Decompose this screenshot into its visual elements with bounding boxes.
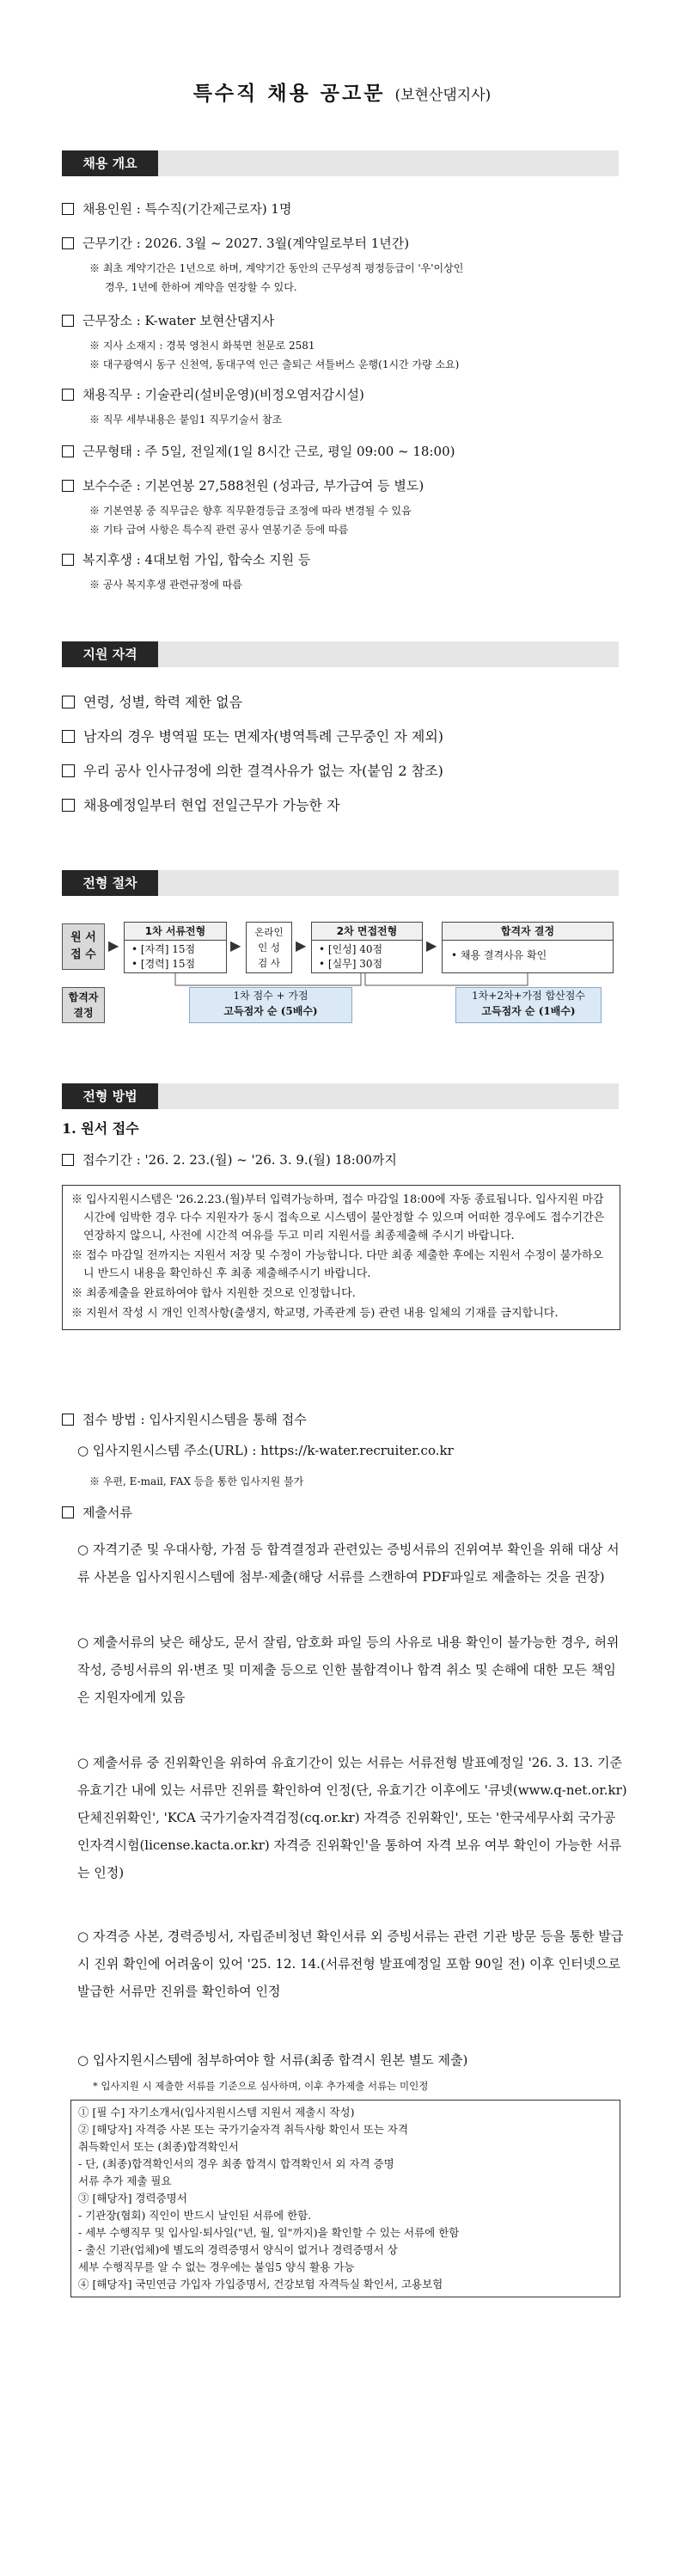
- notice-line: ※ 지원서 작성 시 개인 인적사항(출생지, 학교명, 가족관계 등) 관련 내용 일체의 기재를 금지합니다.: [71, 1307, 559, 1320]
- circle-bullet-icon: ○: [77, 1929, 89, 1944]
- qualification-text: 남자의 경우 병역필 또는 면제자(병역특례 근무중인 자 제외): [83, 728, 444, 745]
- checkbox-icon: [62, 445, 74, 457]
- docs-heading: [62, 1503, 629, 1522]
- process-stage2-box: [311, 922, 423, 973]
- process-stage2-line: • [인성] 40점: [319, 943, 383, 955]
- arrow-right-icon: ▶: [296, 937, 307, 954]
- process-stage1-line: • [자격] 15점: [131, 943, 196, 955]
- checkbox-icon: [62, 730, 75, 743]
- checkbox-icon: [62, 315, 74, 327]
- process-rule1-line: 1차 점수 + 가점: [233, 990, 308, 1002]
- overview-pay: [62, 476, 629, 495]
- process-rule1-line: 고득점자 순 (5배수): [223, 1005, 318, 1017]
- qualification-item: [62, 727, 443, 746]
- arrow-right-icon: ▶: [230, 937, 241, 954]
- circle-bullet-icon: ○: [77, 2052, 89, 2068]
- circle-bullet-icon: ○: [77, 1755, 89, 1770]
- note-pay-2: ※ 기타 급여 사항은 특수직 관련 공사 연봉기준 등에 따름: [89, 524, 349, 536]
- process-final-title: 합격자 결정: [443, 923, 613, 941]
- section-label-process: 전형 절차: [62, 870, 158, 896]
- required-doc-line: 취득확인서 또는 (최종)합격확인서: [78, 2140, 239, 2153]
- qualification-item: [62, 796, 340, 815]
- note-period-2: 경우, 1년에 한하여 계약을 연장할 수 있다.: [105, 281, 297, 293]
- checkbox-icon: [62, 1414, 74, 1426]
- note-period-1: ※ 최초 계약기간은 1년으로 하며, 계약기간 동안의 근무성적 평정등급이 '우'이상인: [89, 262, 464, 274]
- arrow-right-icon: ▶: [108, 937, 119, 954]
- overview-headcount-text: 채용인원 : 특수직(기간제근로자) 1명: [82, 201, 292, 217]
- section-label-qualification: 지원 자격: [62, 641, 158, 667]
- process-pass-box: 합격자 결정: [62, 987, 105, 1023]
- process-rule2-line: 1차+2차+가점 합산점수: [472, 990, 585, 1002]
- notice-line: ※ 접수 마감일 전까지는 지원서 저장 및 수정이 가능합니다. 다만 최종 제출한 후에는 지원서 수정이 불가하오니 반드시 내용을 확인하신 후 최종 제출해주시기 바랍니다.: [71, 1249, 604, 1280]
- docs-para-text: 제출서류 중 진위확인을 위하여 유효기간이 있는 서류는 서류전형 발표예정일 '26. 3. 13. 기준 유효기간 내에 있는 서류만 진위를 확인하여 인정(단, 유효기간 이후에도 '큐넷(www.q-net.or.kr) 단체진위확인', 'KCA 국가기술자격검정(cq.or.kr) 자격증 진위확인', 또는 '한국세무사회 국가공인자격시험(license.kacta.or.kr) 자격증 진위확인'을 통하여 자격 보유 여부 확인이 가능한 서류는 인정): [77, 1755, 627, 1880]
- note-welfare-1: ※ 공사 복지후생 관련규정에 따름: [89, 579, 242, 591]
- notice-line: ※ 입사지원시스템은 '26.2.23.(월)부터 입력가능하며, 접수 마감일 18:00에 자동 종료됩니다. 입사지원 마감시간에 임박한 경우 다수 지원자가 동시 접속으로 시스템이 불안정할 수 있으며 어떠한 경우에도 접수기간은 연장하지 않으니, 사전에 시간적 여유를 두고 미리 지원서를 최종제출해 주시기 바랍니다.: [71, 1193, 605, 1242]
- checkbox-icon: [62, 799, 75, 812]
- overview-headcount: [62, 199, 629, 218]
- overview-place: [62, 311, 629, 330]
- docs-para-text: 자격기준 및 우대사항, 가점 등 합격결정과 관련있는 증빙서류의 진위여부 확인을 위해 대상 서류 사본을 입사지원시스템에 첨부·제출(해당 서류를 스캔하여 PDF파일로 제출하는 것을 권장): [77, 1542, 620, 1585]
- qualification-item: [62, 762, 443, 781]
- process-final-line: • 채용 결격사유 확인: [451, 949, 547, 961]
- required-doc-line: 서류 추가 제출 필요: [78, 2174, 172, 2187]
- qualification-text: 채용예정일부터 현업 전일근무가 가능한 자: [83, 797, 340, 813]
- process-stage1-line: • [경력] 15점: [131, 958, 196, 970]
- page-title-main: 특수직 채용 공고문: [192, 82, 386, 105]
- checkbox-icon: [62, 764, 75, 777]
- note-no-mail: ※ 우편, E-mail, FAX 등을 통한 입사지원 불가: [89, 1475, 304, 1487]
- section-label-method: 전형 방법: [62, 1083, 158, 1109]
- process-rule1-box: [189, 987, 352, 1023]
- required-doc-line: 세부 수행직무를 알 수 없는 경우에는 붙임5 양식 활용 가능: [78, 2260, 355, 2273]
- note-pay-1: ※ 기본연봉 중 직무급은 향후 직무환경등급 조정에 따라 변경될 수 있음: [89, 505, 412, 517]
- docs-para: [77, 1536, 627, 1591]
- note-place-1: ※ 지사 소재지 : 경북 영천시 화북면 천문로 2581: [89, 340, 315, 352]
- checkbox-icon: [62, 696, 75, 708]
- docs-para: [77, 1628, 627, 1711]
- process-apply-box: 원 서 접 수: [62, 923, 105, 970]
- method-url-text[interactable]: 입사지원시스템 주소(URL) : https://k-water.recruiter.co.kr: [92, 1443, 454, 1458]
- process-final-box: [442, 922, 614, 973]
- required-docs-box: [70, 2100, 620, 2297]
- required-doc-line: ③ [해당자] 경력증명서: [78, 2192, 187, 2205]
- checkbox-icon: [62, 480, 74, 492]
- checkbox-icon: [62, 554, 74, 566]
- overview-welfare-text: 복지후생 : 4대보험 가입, 합숙소 지원 등: [82, 552, 311, 567]
- docs-para-text: 자격증 사본, 경력증빙서, 자립준비청년 확인서류 외 증빙서류는 관련 기관 방문 등을 통한 발급 시 진위 확인에 어려움이 있어 '25. 12. 14.(서류전형 발표예정일 포함 90일 전) 이후 인터넷으로 발급한 서류만 진위를 확인하여 인정: [77, 1929, 624, 1999]
- method-period: [62, 1150, 629, 1169]
- required-doc-line: ④ [해당자] 국민연금 가입자 가입증명서, 건강보험 자격득실 확인서, 고용보험: [78, 2278, 443, 2291]
- process-rule2-box: [455, 987, 602, 1023]
- method-url-line: [77, 1441, 454, 1459]
- required-doc-line: - 세부 수행직무 및 입사일·퇴사일("년, 월, 일"까지)을 확인할 수 있는 서류에 한함: [78, 2226, 460, 2239]
- notice-line: ※ 최종제출을 완료하여야 합사 지원한 것으로 인정합니다.: [71, 1287, 356, 1300]
- circle-bullet-icon: ○: [77, 1542, 89, 1557]
- checkbox-icon: [62, 1506, 74, 1518]
- docs-para-text: 입사지원시스템에 첨부하여야 할 서류(최종 합격시 원본 별도 제출): [93, 2052, 468, 2068]
- qualification-item: [62, 693, 242, 712]
- checkbox-icon: [62, 389, 74, 401]
- process-stage2-title: 2차 면접전형: [312, 923, 422, 941]
- checkbox-icon: [62, 237, 74, 249]
- process-online-test-box: 온라인 인 성 검 사: [246, 922, 292, 973]
- method-period-text: 접수기간 : '26. 2. 23.(월) ~ '26. 3. 9.(월) 18:00까지: [82, 1152, 397, 1168]
- process-rule2-line: 고득점자 순 (1배수): [481, 1005, 576, 1017]
- checkbox-icon: [62, 203, 74, 215]
- docs-para-text: 제출서류의 낮은 해상도, 문서 잘림, 암호화 파일 등의 사유로 내용 확인이 불가능한 경우, 허위 작성, 증빙서류의 위·변조 및 미제출 등으로 인한 불합격이나 합격 취소 및 손해에 대한 모든 책임은 지원자에게 있음: [77, 1635, 620, 1705]
- docs-para: [77, 2046, 627, 2074]
- qualification-text: 연령, 성별, 학력 제한 없음: [83, 694, 243, 710]
- checkbox-icon: [62, 1154, 74, 1166]
- page-title-sub: (보현산댐지사): [394, 87, 492, 104]
- arrow-right-icon: ▶: [426, 937, 437, 954]
- overview-duty-text: 채용직무 : 기술관리(설비운영)(비정오염저감시설): [82, 387, 364, 402]
- circle-bullet-icon: ○: [77, 1635, 89, 1650]
- process-stage1-title: 1차 서류전형: [125, 923, 226, 941]
- required-doc-line: ② [해당자] 자격증 사본 또는 국가기술자격 취득사항 확인서 또는 자격: [78, 2123, 409, 2136]
- overview-duty: [62, 385, 629, 404]
- section-label-overview: 채용 개요: [62, 150, 158, 176]
- docs-heading-text: 제출서류: [82, 1505, 132, 1520]
- notice-box: [62, 1185, 620, 1330]
- required-doc-line: - 기관장(협회) 직인이 반드시 날인된 서류에 한함.: [78, 2209, 312, 2222]
- required-doc-line: - 출신 기관(업체)에 별도의 경력증명서 양식이 없거나 경력증명서 상: [78, 2243, 398, 2256]
- required-doc-line: - 단, (최종)합격확인서의 경우 최종 합격시 합격확인서 외 자격 증명: [78, 2157, 394, 2170]
- method-way: [62, 1410, 629, 1429]
- overview-welfare: [62, 550, 629, 569]
- overview-period-text: 근무기간 : 2026. 3월 ~ 2027. 3월(계약일로부터 1년간): [82, 236, 410, 251]
- overview-place-text: 근무장소 : K-water 보현산댐지사: [82, 313, 275, 328]
- process-stage2-line: • [실무] 30점: [319, 958, 383, 970]
- overview-worktype: [62, 442, 629, 461]
- overview-pay-text: 보수수준 : 기본연봉 27,588천원 (성과금, 부가급여 등 별도): [82, 478, 424, 494]
- docs-para: [77, 1923, 627, 2005]
- docs-small-note: * 입사지원 시 제출한 서류를 기준으로 심사하며, 이후 추가제출 서류는 미인정: [93, 2080, 429, 2092]
- docs-para: [77, 1749, 627, 1886]
- required-doc-line: ① [필 수] 자기소개서(입사지원시스템 지원서 제출시 작성): [78, 2106, 355, 2119]
- page-title: [0, 77, 684, 106]
- circle-bullet-icon: ○: [77, 1443, 93, 1458]
- process-stage1-box: [124, 922, 227, 973]
- overview-worktype-text: 근무형태 : 주 5일, 전일제(1일 8시간 근로, 평일 09:00 ~ 18:00): [82, 444, 455, 459]
- qualification-text: 우리 공사 인사규정에 의한 결격사유가 없는 자(붙임 2 참조): [83, 763, 443, 779]
- method-way-text: 접수 방법 : 입사지원시스템을 통해 접수: [82, 1412, 307, 1427]
- note-place-2: ※ 대구광역시 동구 신천역, 동대구역 인근 출퇴근 셔틀버스 운행(1시간 가량 소요): [89, 359, 460, 371]
- overview-period: [62, 234, 629, 253]
- note-duty-1: ※ 직무 세부내용은 붙임1 직무기술서 참조: [89, 414, 283, 426]
- method-heading: 1. 원서 접수: [62, 1120, 139, 1137]
